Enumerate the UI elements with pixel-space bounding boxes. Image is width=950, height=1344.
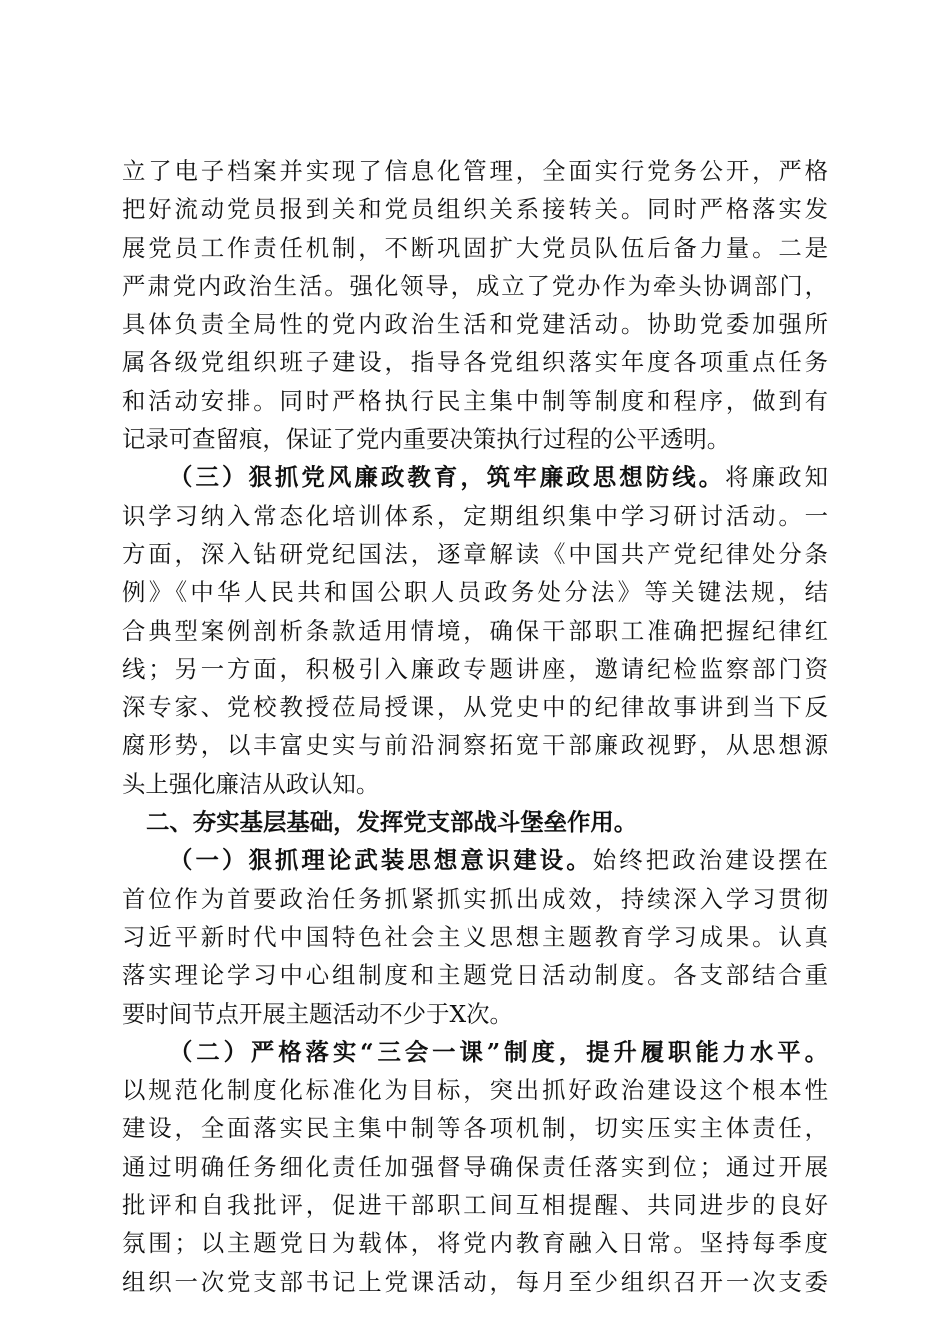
text-line (122, 1033, 828, 1071)
text-line (122, 841, 828, 879)
subheading: （三）狠抓党风廉政教育，筑牢廉政思想防线。 (169, 463, 726, 492)
paragraph (122, 841, 828, 1032)
section-heading (122, 803, 828, 841)
text-line: 氛围；以主题党日为载体，将党内教育融入日常。坚持每季度 (122, 1229, 828, 1258)
text-line: 合典型案例剖析条款适用情境，确保干部职工准确把握纪律红 (122, 616, 828, 645)
text-run: 始终把政治建设摆在 (592, 846, 829, 875)
heading-text: 二、夯实基层基础，发挥党支部战斗堡垒作用。 (146, 808, 638, 837)
text-line: 线；另一方面，积极引入廉政专题讲座，邀请纪检监察部门资 (122, 654, 828, 683)
text-run: 将廉政知 (725, 463, 828, 492)
text-line: 严肃党内政治生活。强化领导，成立了党办作为牵头协调部门， (122, 271, 828, 300)
text-line: 记录可查留痕，保证了党内重要决策执行过程的公平透明。 (122, 425, 731, 454)
text-line: 把好流动党员报到关和党员组织关系接转关。同时严格落实发 (122, 195, 828, 224)
subheading: （一）狠抓理论武装思想意识建设。 (169, 846, 593, 875)
text-line: 习近平新时代中国特色社会主义思想主题教育学习成果。认真 (122, 922, 828, 951)
document-page (122, 152, 828, 1301)
text-line: 深专家、党校教授莅局授课，从党史中的纪律故事讲到当下反 (122, 693, 828, 722)
text-line: 展党员工作责任机制，不断巩固扩大党员队伍后备力量。二是 (122, 233, 828, 262)
paragraph (122, 458, 828, 803)
text-line: 和活动安排。同时严格执行民主集中制等制度和程序，做到有 (122, 386, 828, 415)
text-line: 要时间节点开展主题活动不少于X次。 (122, 999, 513, 1028)
text-line: 具体负责全局性的党内政治生活和党建活动。协助党委加强所 (122, 310, 828, 339)
text-line: 组织一次党支部书记上党课活动，每月至少组织召开一次支委 (122, 1267, 828, 1296)
text-line: 头上强化廉洁从政认知。 (122, 769, 380, 798)
text-line (122, 458, 828, 496)
text-line: 例》《中华人民共和国公职人员政务处分法》等关键法规，结 (122, 578, 828, 607)
text-line: 属各级党组织班子建设，指导各党组织落实年度各项重点任务 (122, 348, 828, 377)
text-line: 通过明确任务细化责任加强督导确保责任落实到位；通过开展 (122, 1152, 828, 1181)
text-line: 落实理论学习中心组制度和主题党日活动制度。各支部结合重 (122, 961, 828, 990)
text-line: 腐形势，以丰富史实与前沿洞察拓宽干部廉政视野，从思想源 (122, 731, 828, 760)
text-line: 方面，深入钻研党纪国法，逐章解读《中国共产党纪律处分条 (122, 539, 828, 568)
text-line: 立了电子档案并实现了信息化管理，全面实行党务公开，严格 (122, 157, 828, 185)
text-line: 首位作为首要政治任务抓紧抓实抓出成效，持续深入学习贯彻 (122, 884, 828, 913)
text-line: 批评和自我批评，促进干部职工间互相提醒、共同进步的良好 (122, 1191, 828, 1220)
text-line: 识学习纳入常态化培训体系，定期组织集中学习研讨活动。一 (122, 501, 828, 530)
paragraph (122, 152, 828, 458)
subheading: （二）严格落实“三会一课”制度，提升履职能力水平。 (169, 1037, 828, 1066)
paragraph (122, 1033, 828, 1301)
text-line: 建设，全面落实民主集中制等各项机制，切实压实主体责任， (122, 1114, 828, 1143)
text-line: 以规范化制度化标准化为目标，突出抓好政治建设这个根本性 (122, 1076, 828, 1105)
